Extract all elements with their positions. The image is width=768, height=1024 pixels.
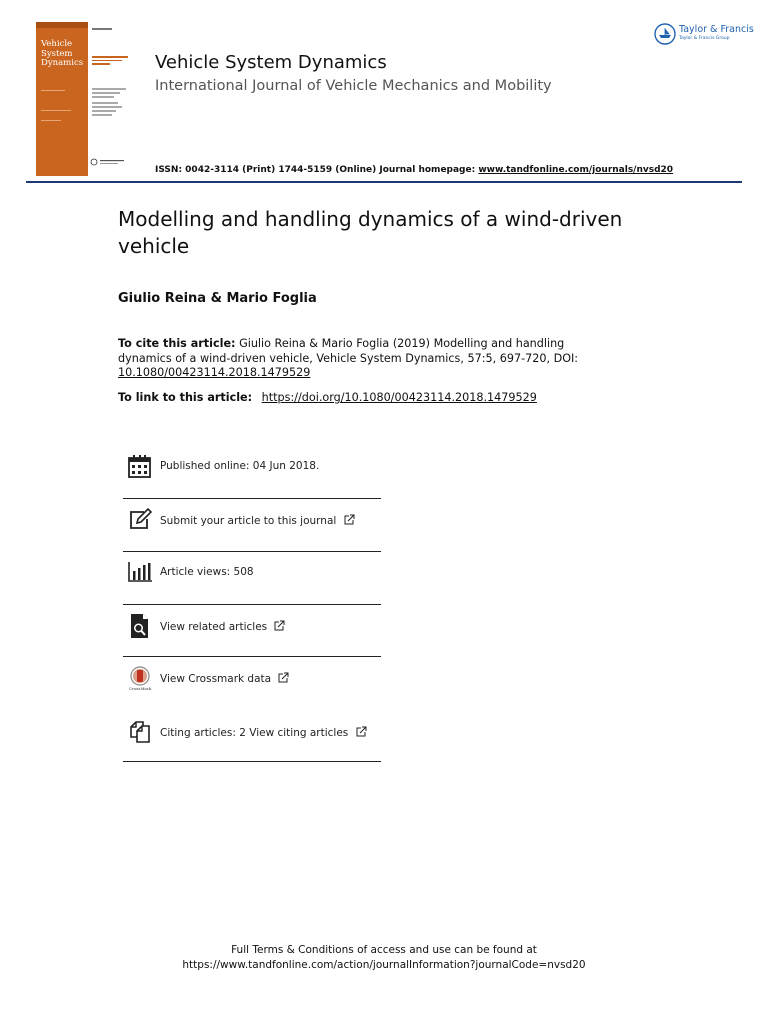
article-title: Modelling and handling dynamics of a wind-driven vehicle bbox=[118, 207, 623, 258]
cover-side-heading bbox=[92, 56, 132, 65]
cover-title-line: System bbox=[41, 48, 73, 59]
journal-subtitle: International Journal of Vehicle Mechanics and Mobility bbox=[155, 78, 552, 94]
crossmark-icon bbox=[127, 665, 153, 691]
row-divider bbox=[123, 498, 381, 499]
cite-label: To cite this article: bbox=[118, 337, 236, 350]
cover-side-line bbox=[92, 92, 120, 94]
cover-side-line bbox=[92, 106, 122, 108]
cover-side-line bbox=[92, 102, 118, 104]
published-date: Published online: 04 Jun 2018. bbox=[160, 460, 320, 472]
footer bbox=[0, 943, 768, 972]
citing-articles-icon bbox=[127, 719, 153, 745]
cover-side-line bbox=[92, 110, 116, 112]
journal-homepage-link[interactable]: www.tandfonline.com/journals/nvsd20 bbox=[478, 165, 674, 175]
submit-label: Submit your article to this journal bbox=[160, 515, 337, 527]
link-block bbox=[118, 391, 537, 404]
citing-row[interactable] bbox=[123, 719, 381, 759]
calendar-icon bbox=[127, 453, 153, 479]
crossmark-logo-text: CrossMark bbox=[128, 686, 152, 691]
row-divider bbox=[123, 551, 381, 552]
cover-side-panel bbox=[88, 22, 134, 176]
cover-side-line bbox=[92, 114, 112, 116]
cover-line bbox=[41, 90, 65, 91]
publisher-group: Taylor & Francis Group bbox=[679, 36, 730, 41]
external-link-icon bbox=[278, 672, 289, 683]
cover-side-line bbox=[92, 28, 112, 30]
publisher-logo[interactable] bbox=[654, 22, 754, 48]
cover-line bbox=[41, 110, 71, 111]
views-row bbox=[123, 559, 381, 599]
cover-title-line: Dynamics bbox=[41, 58, 84, 68]
crossmark-row[interactable] bbox=[123, 665, 381, 705]
cite-text: Giulio Reina & Mario Foglia (2019) Modelling and handling dynamics of a wind-driven vehicle, Vehicle System Dynamics, 57:5, 697-720, DOI: bbox=[118, 337, 579, 365]
cover-title-line: Vehicle bbox=[41, 39, 73, 49]
submit-row[interactable] bbox=[123, 507, 381, 547]
publisher-boat-icon bbox=[654, 23, 676, 45]
cover-publisher-logo bbox=[90, 158, 130, 166]
external-link-icon bbox=[356, 726, 367, 737]
cover-title bbox=[41, 40, 83, 69]
header-divider bbox=[26, 181, 742, 183]
cover-line bbox=[41, 120, 61, 121]
crossmark-label: View Crossmark data bbox=[160, 673, 272, 685]
article-doi-link[interactable]: https://doi.org/10.1080/00423114.2018.1479529 bbox=[261, 391, 537, 404]
external-link-icon bbox=[344, 514, 355, 525]
journal-title: Vehicle System Dynamics bbox=[155, 52, 387, 73]
document-search-icon bbox=[127, 613, 153, 639]
crossmark-link[interactable] bbox=[160, 672, 289, 685]
external-link-icon bbox=[274, 620, 285, 631]
link-label: To link to this article: bbox=[118, 391, 253, 404]
publisher-name: Taylor & Francis bbox=[679, 24, 754, 35]
footer-terms-url[interactable]: https://www.tandfonline.com/action/journalInformation?journalCode=nvsd20 bbox=[182, 958, 586, 971]
related-label: View related articles bbox=[160, 621, 268, 633]
issn-text: ISSN: 0042-3114 (Print) 1744-5159 (Online) Journal homepage: bbox=[155, 165, 476, 175]
row-divider bbox=[123, 604, 381, 605]
edit-icon bbox=[127, 507, 153, 533]
journal-cover bbox=[36, 22, 88, 176]
related-articles-link[interactable] bbox=[160, 620, 285, 633]
row-divider bbox=[123, 761, 381, 762]
citation-block bbox=[118, 337, 588, 381]
citing-articles-link[interactable] bbox=[160, 726, 367, 739]
citing-label: Citing articles: 2 View citing articles bbox=[160, 727, 349, 739]
bar-chart-icon bbox=[127, 559, 153, 585]
row-divider bbox=[123, 656, 381, 657]
cover-side-line bbox=[92, 88, 126, 90]
submit-article-link[interactable] bbox=[160, 514, 355, 527]
cover-strip bbox=[36, 22, 88, 28]
cite-doi-link[interactable]: 10.1080/00423114.2018.1479529 bbox=[118, 366, 311, 379]
issn-line bbox=[155, 165, 673, 175]
article-views: Article views: 508 bbox=[160, 566, 254, 578]
article-authors: Giulio Reina & Mario Foglia bbox=[118, 291, 317, 306]
cover-side-line bbox=[92, 96, 114, 98]
published-row bbox=[123, 453, 381, 493]
related-row[interactable] bbox=[123, 613, 381, 653]
footer-terms: Full Terms & Conditions of access and use can be found at bbox=[231, 944, 537, 956]
